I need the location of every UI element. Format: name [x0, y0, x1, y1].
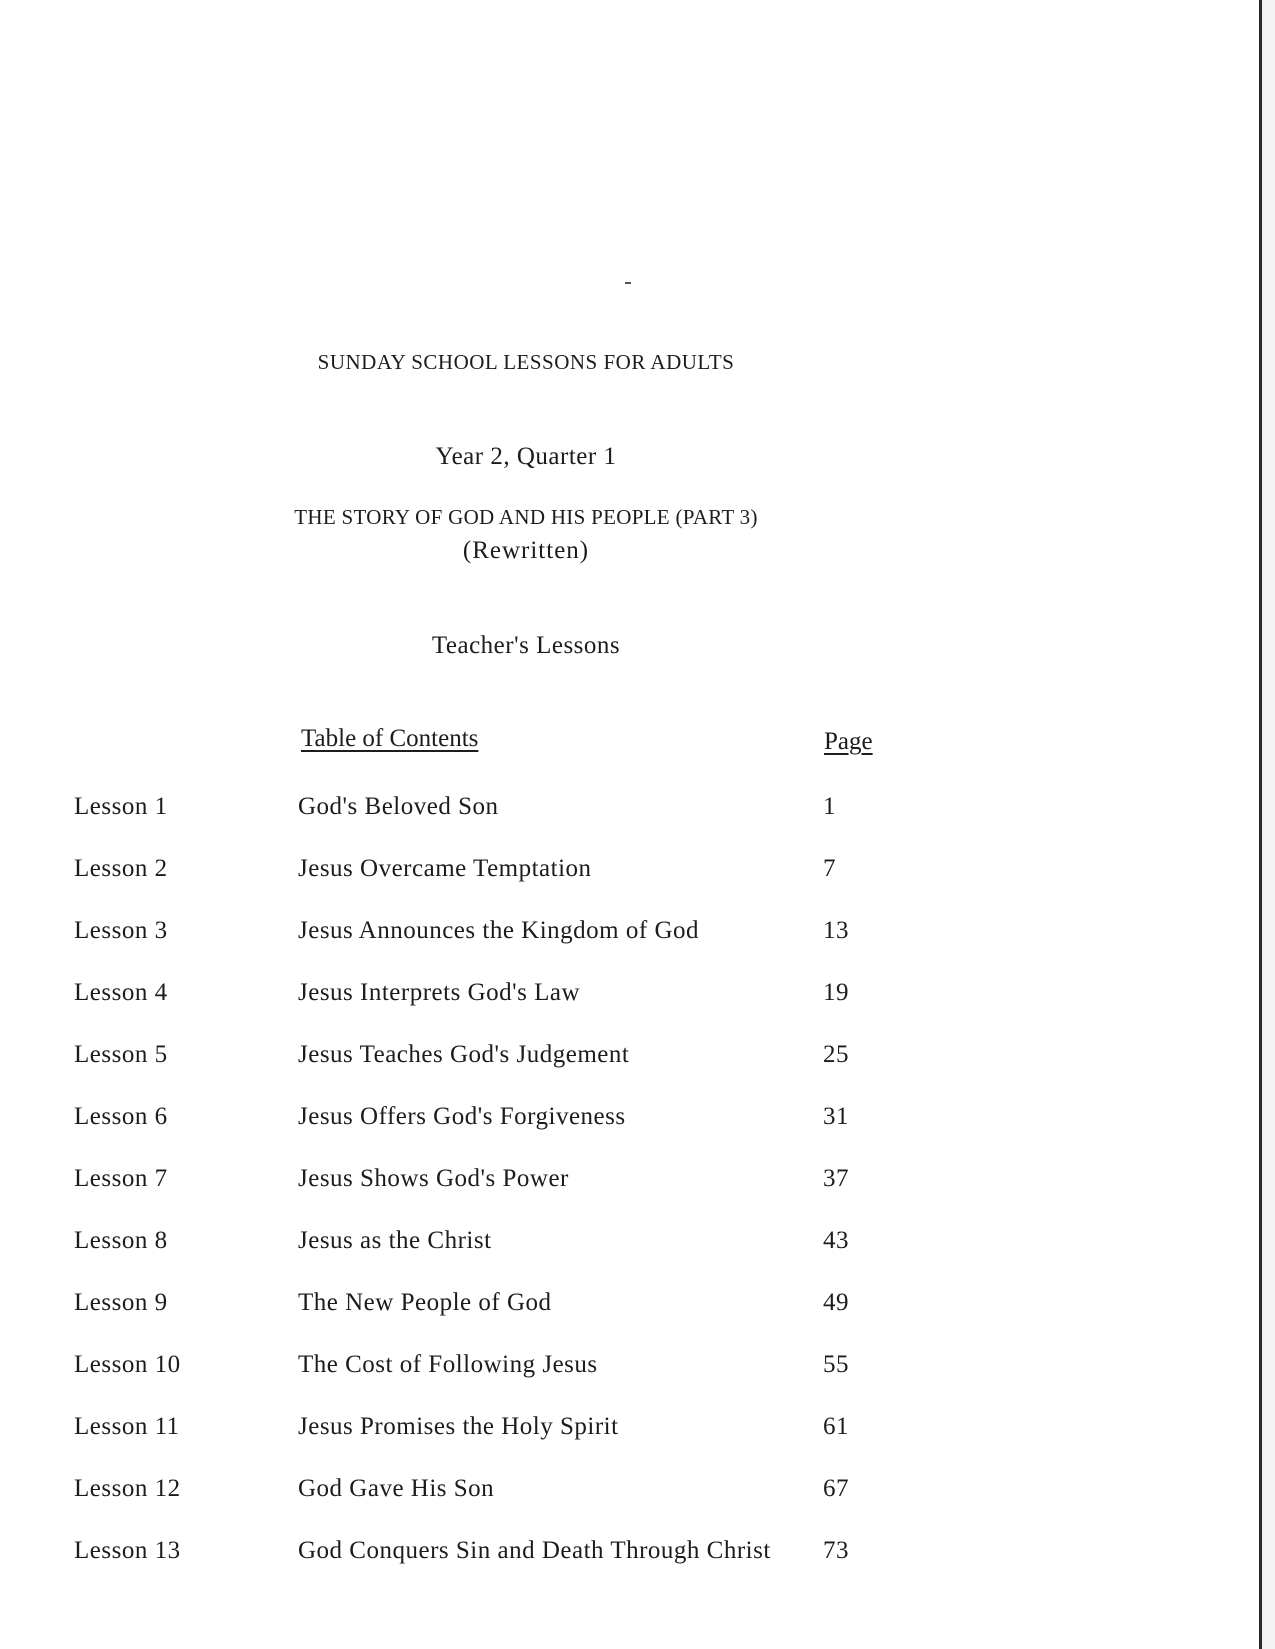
lesson-title: Jesus Promises the Holy Spirit [298, 1413, 619, 1440]
scan-speck [625, 282, 631, 284]
page-edge-shadow [1262, 0, 1275, 1649]
year-quarter: Year 2, Quarter 1 [435, 443, 617, 470]
lesson-title: Jesus Teaches God's Judgement [298, 1041, 630, 1068]
lesson-label: Lesson 11 [74, 1413, 180, 1440]
lesson-label: Lesson 7 [74, 1165, 168, 1192]
lesson-label: Lesson 13 [74, 1537, 181, 1564]
rewritten-note: (Rewritten) [462, 537, 590, 564]
toc-row [0, 917, 1000, 957]
toc-row [0, 1413, 1000, 1453]
lesson-label: Lesson 4 [74, 979, 168, 1006]
lesson-label: Lesson 8 [74, 1227, 168, 1254]
lesson-label: Lesson 3 [74, 917, 168, 944]
lesson-label: Lesson 9 [74, 1289, 168, 1316]
lesson-page: 13 [823, 917, 849, 944]
lesson-page: 43 [823, 1227, 849, 1254]
lesson-label: Lesson 5 [74, 1041, 168, 1068]
lesson-page: 37 [823, 1165, 849, 1192]
toc-row [0, 1475, 1000, 1515]
lesson-page: 55 [823, 1351, 849, 1378]
lesson-title: Jesus as the Christ [298, 1227, 492, 1254]
lesson-title: God's Beloved Son [298, 793, 499, 820]
series-title: SUNDAY SCHOOL LESSONS FOR ADULTS [317, 350, 735, 374]
lesson-title: God Gave His Son [298, 1475, 495, 1502]
toc-row [0, 1289, 1000, 1329]
lesson-page: 1 [823, 793, 836, 820]
lesson-page: 61 [823, 1413, 849, 1440]
lesson-page: 31 [823, 1103, 849, 1130]
lesson-title: Jesus Overcame Temptation [298, 855, 592, 882]
lesson-label: Lesson 10 [74, 1351, 181, 1378]
toc-row [0, 793, 1000, 833]
lesson-page: 73 [823, 1537, 849, 1564]
page-column-heading: Page [824, 728, 873, 755]
lesson-title: Jesus Interprets God's Law [298, 979, 581, 1006]
lesson-label: Lesson 2 [74, 855, 168, 882]
lesson-title: Jesus Announces the Kingdom of God [298, 917, 699, 944]
toc-row [0, 1103, 1000, 1143]
lesson-title: The New People of God [298, 1289, 552, 1316]
toc-row [0, 1041, 1000, 1081]
toc-row [0, 855, 1000, 895]
toc-row [0, 979, 1000, 1019]
lesson-page: 7 [823, 855, 836, 882]
lesson-label: Lesson 1 [74, 793, 168, 820]
lesson-page: 49 [823, 1289, 849, 1316]
lesson-title: The Cost of Following Jesus [298, 1351, 598, 1378]
toc-row [0, 1537, 1000, 1577]
lesson-page: 25 [823, 1041, 849, 1068]
toc-row [0, 1351, 1000, 1391]
toc-row [0, 1227, 1000, 1267]
lesson-page: 19 [823, 979, 849, 1006]
lesson-label: Lesson 6 [74, 1103, 168, 1130]
lesson-label: Lesson 12 [74, 1475, 181, 1502]
lesson-page: 67 [823, 1475, 849, 1502]
toc-heading: Table of Contents [301, 725, 479, 752]
lesson-title: Jesus Offers God's Forgiveness [298, 1103, 626, 1130]
audience-label: Teacher's Lessons [431, 632, 621, 659]
lesson-title: Jesus Shows God's Power [298, 1165, 569, 1192]
toc-row [0, 1165, 1000, 1205]
story-title: THE STORY OF GOD AND HIS PEOPLE (PART 3) [294, 505, 758, 529]
lesson-title: God Conquers Sin and Death Through Christ [298, 1537, 771, 1564]
